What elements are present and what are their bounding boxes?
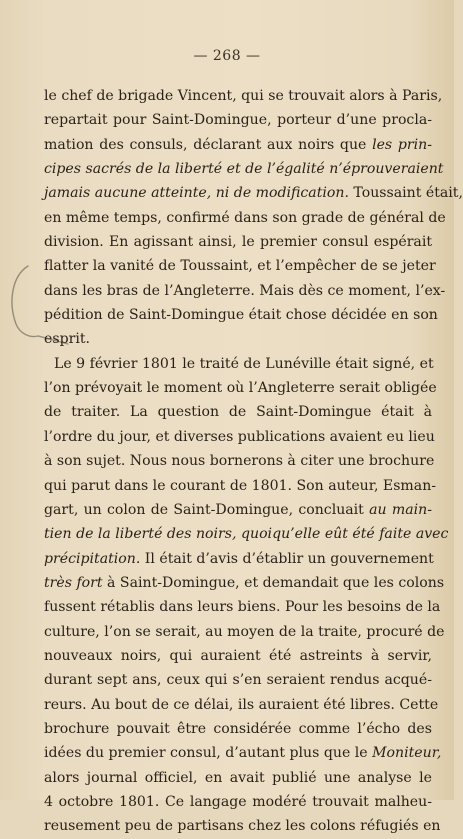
text-span: brochure pouvait être considérée comme l’écho des: [44, 720, 432, 737]
text-span: repartait pour Saint-Domingue, porteur d’une procla-: [44, 112, 432, 129]
text-span: dans les bras de l’Angleterre. Mais dès ce moment, l’ex-: [44, 282, 446, 299]
text-line: [44, 644, 432, 668]
italic-text: cipes sacrés de la liberté et de l’égalité n’éprouveraient: [44, 161, 444, 178]
text-line: [44, 571, 445, 595]
text-line: [44, 181, 463, 205]
text-span: à Saint-Domingue, et demandait que les colons: [102, 574, 445, 591]
text-line: [44, 157, 444, 181]
text-span: durant sept ans, ceux qui s’en seraient rendus acqué-: [44, 672, 432, 689]
text-span: mation des consuls, déclarant aux noirs que: [44, 136, 373, 153]
text-line: [44, 279, 446, 303]
text-line: [44, 376, 437, 400]
text-line: [44, 84, 443, 108]
text-line: [44, 717, 432, 741]
text-line: [44, 547, 432, 571]
text-line: [44, 620, 445, 644]
text-line: [44, 693, 439, 717]
italic-text: au main-: [369, 501, 432, 518]
text-line: [44, 741, 442, 765]
text-span: à son sujet. Nous nous bornerons à citer une brochure: [44, 453, 435, 470]
italic-text: précipitation.: [44, 550, 141, 567]
text-span: idées du premier consul, d’autant plus que le: [44, 745, 373, 762]
text-line: [44, 595, 441, 619]
text-line: [44, 206, 446, 230]
text-span: culture, l’on se serait, au moyen de la traite, procuré de: [44, 623, 445, 640]
italic-text: jamais aucune atteinte, ni de modification.: [44, 185, 349, 202]
text-line: [44, 254, 436, 278]
text-line: [44, 449, 435, 473]
text-span: l’ordre du jour, et diverses publications avaient eu lieu: [44, 428, 435, 445]
text-span: le chef de brigade Vincent, qui se trouvait alors à Paris,: [44, 88, 443, 104]
text-span: alors journal officiel, en avait publié une analyse le: [44, 769, 432, 786]
text-line: [44, 668, 432, 692]
text-span: en même temps, confirmé dans son grade de général de: [44, 209, 446, 226]
text-line: [44, 425, 435, 449]
text-line: [44, 790, 432, 814]
text-line: [44, 352, 432, 376]
text-span: pédition de Saint-Domingue était chose décidée en son: [44, 307, 438, 324]
text-span: l’on prévoyait le moment où l’Angleterre serait obligée: [44, 380, 437, 397]
text-line: [44, 303, 438, 327]
body-text: [44, 84, 463, 839]
text-line: [44, 814, 441, 838]
text-span: gart, un colon de Saint-Domingue, concluait: [44, 501, 370, 518]
text-span: nouveaux noirs, qui auraient été astreints à servir,: [44, 647, 432, 664]
text-span: reurs. Au bout de ce délai, ils auraient été libres. Cette: [44, 696, 439, 713]
text-line: [44, 400, 432, 424]
text-span: Il était d’avis d’établir un gouvernement: [140, 550, 434, 567]
text-span: fussent rétablis dans leurs biens. Pour les besoins de la: [44, 599, 441, 616]
text-line: [44, 230, 432, 254]
text-line: [44, 766, 432, 790]
text-span: qui parut dans le courant de 1801. Son auteur, Esman-: [44, 477, 437, 494]
text-span: reusement peu de partisans chez les colons réfugiés en: [44, 818, 441, 835]
text-line: [44, 474, 437, 498]
text-span: esprit.: [44, 331, 90, 348]
text-span: 4 octobre 1801. Ce langage modéré trouvait malheu-: [44, 793, 432, 810]
text-span: Le 9 février 1801 le traité de Lunéville était signé, et: [54, 355, 434, 372]
text-span: flatter la vanité de Toussaint, et l’empêcher de se jeter: [44, 258, 436, 275]
text-line: [44, 133, 432, 157]
text-line: [44, 498, 432, 522]
text-line: [44, 108, 432, 132]
text-span: de traiter. La question de Saint-Domingue était à: [44, 404, 432, 421]
italic-text: très fort: [44, 574, 103, 591]
text-span: Toussaint était,: [348, 185, 463, 202]
italic-text: les prin-: [372, 136, 432, 153]
text-span: division. En agissant ainsi, le premier consul espérait: [44, 234, 432, 251]
text-line: [44, 522, 449, 546]
text-line: [44, 327, 432, 351]
italic-text: tien de la liberté des noirs, quoiqu’elle eût été faite avec: [44, 526, 449, 543]
page-number: — 268 —: [193, 48, 261, 64]
italic-text: Moniteur,: [372, 745, 442, 762]
